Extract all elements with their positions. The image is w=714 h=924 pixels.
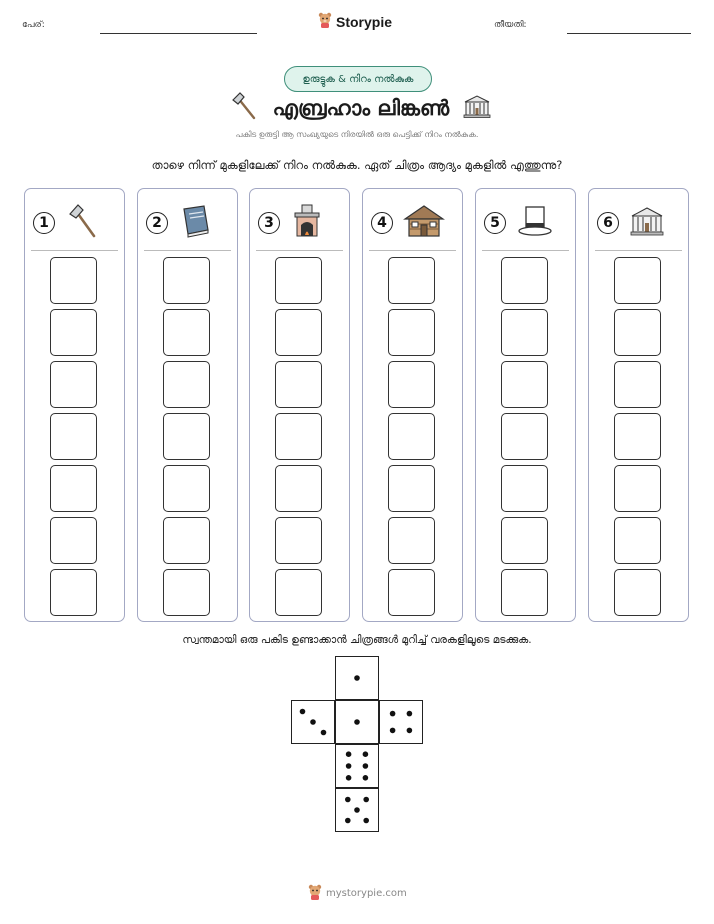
column-number: 1 [33, 212, 55, 234]
color-box[interactable] [163, 569, 210, 616]
column-divider [482, 250, 569, 251]
column-number: 3 [258, 212, 280, 234]
color-box[interactable] [275, 361, 322, 408]
color-box[interactable] [614, 309, 661, 356]
color-box[interactable] [50, 569, 97, 616]
color-box[interactable] [275, 309, 322, 356]
color-box[interactable] [614, 465, 661, 512]
color-box[interactable] [501, 309, 548, 356]
color-box[interactable] [614, 413, 661, 460]
die-pip [310, 719, 316, 725]
die-pip [345, 818, 351, 824]
color-box[interactable] [501, 257, 548, 304]
column-number: 5 [484, 212, 506, 234]
color-box[interactable] [50, 361, 97, 408]
book-icon [178, 203, 212, 243]
die-pip [390, 728, 396, 734]
color-box[interactable] [388, 309, 435, 356]
die-pip [363, 775, 369, 781]
color-box[interactable] [501, 517, 548, 564]
die-pip [346, 763, 352, 769]
die-pip [346, 751, 352, 757]
die-face [379, 700, 423, 744]
date-label: തീയതി: [494, 20, 527, 30]
column-divider [369, 250, 456, 251]
die-pip [354, 807, 360, 813]
die-face [335, 656, 379, 700]
column-6 [588, 188, 689, 622]
date-line[interactable] [567, 33, 691, 34]
column-divider [31, 250, 118, 251]
column-5 [475, 188, 576, 622]
color-box[interactable] [275, 517, 322, 564]
color-box[interactable] [50, 517, 97, 564]
color-box[interactable] [163, 465, 210, 512]
color-box[interactable] [50, 309, 97, 356]
column-number: 2 [146, 212, 168, 234]
color-box[interactable] [275, 413, 322, 460]
color-box[interactable] [614, 257, 661, 304]
color-box[interactable] [501, 465, 548, 512]
color-box[interactable] [501, 569, 548, 616]
brand-logo [318, 12, 392, 32]
footer-url[interactable]: mystorypie.com [326, 888, 407, 899]
name-line[interactable] [100, 33, 257, 34]
die-pip [321, 730, 327, 736]
die-pip [345, 797, 351, 803]
color-box[interactable] [275, 257, 322, 304]
column-1 [24, 188, 125, 622]
column-3 [249, 188, 350, 622]
color-box[interactable] [388, 569, 435, 616]
name-label: പേര്: [22, 20, 45, 30]
instruction-text: താഴെ നിന്ന് മുകളിലേക്ക് നിറം നൽകുക. ഏത് ചിത്രം ആദ്യം മുകളിൽ എത്തുന്നു? [151, 158, 563, 172]
capitol-building-icon [629, 203, 665, 243]
die-pip [363, 763, 369, 769]
color-box[interactable] [388, 361, 435, 408]
die-pip [407, 728, 413, 734]
color-box[interactable] [388, 257, 435, 304]
color-box[interactable] [163, 309, 210, 356]
color-box[interactable] [614, 517, 661, 564]
cut-instruction: സ്വന്തമായി ഒരു പകിട ഉണ്ടാക്കാൻ ചിത്രങ്ങൾ മുറിച്ച് വരകളിലൂടെ മടക്കുക. [182, 634, 532, 646]
title-row [200, 92, 520, 124]
column-4 [362, 188, 463, 622]
die-pip [407, 711, 413, 717]
footer [308, 884, 407, 903]
die-face [335, 700, 379, 744]
brand-name: Storypie [336, 14, 393, 30]
color-box[interactable] [163, 413, 210, 460]
die-pip [363, 797, 369, 803]
die-pip [354, 719, 360, 725]
color-box[interactable] [614, 569, 661, 616]
column-divider [256, 250, 343, 251]
die-pip [363, 818, 369, 824]
color-box[interactable] [163, 361, 210, 408]
color-box[interactable] [388, 517, 435, 564]
die-face [335, 788, 379, 832]
activity-badge: ഉരുട്ടുക & നിറം നൽകുക [284, 66, 432, 92]
die-face [335, 744, 379, 788]
log-cabin-icon [403, 203, 445, 243]
page-title: എബ്രഹാം ലിങ്കൺ [272, 95, 450, 120]
page-subtitle: പകിട ഉരുട്ടി ആ സംഖ്യയുടെ നിരയിൽ ഒരു പെട്ടിക്ക് നിറം നൽകുക. [235, 130, 479, 139]
column-divider [595, 250, 682, 251]
color-box[interactable] [163, 257, 210, 304]
die-pip [363, 751, 369, 757]
color-box[interactable] [275, 465, 322, 512]
color-box[interactable] [501, 413, 548, 460]
bear-mascot-icon [308, 884, 322, 903]
color-box[interactable] [163, 517, 210, 564]
color-box[interactable] [50, 413, 97, 460]
bear-mascot-icon [318, 12, 332, 32]
axe-icon [65, 203, 99, 243]
capitol-building-icon [463, 93, 491, 123]
color-box[interactable] [50, 465, 97, 512]
column-divider [144, 250, 231, 251]
die-pip [390, 711, 396, 717]
color-box[interactable] [388, 413, 435, 460]
die-face [291, 700, 335, 744]
die-pip [300, 709, 306, 715]
color-box[interactable] [614, 361, 661, 408]
color-box[interactable] [388, 465, 435, 512]
fireplace-icon [290, 203, 324, 243]
color-box[interactable] [50, 257, 97, 304]
column-number: 4 [371, 212, 393, 234]
die-pip [354, 675, 360, 681]
die-pip [346, 775, 352, 781]
column-number: 6 [597, 212, 619, 234]
column-2 [137, 188, 238, 622]
color-box[interactable] [501, 361, 548, 408]
top-hat-icon [516, 203, 554, 243]
axe-icon [229, 91, 259, 125]
color-box[interactable] [275, 569, 322, 616]
